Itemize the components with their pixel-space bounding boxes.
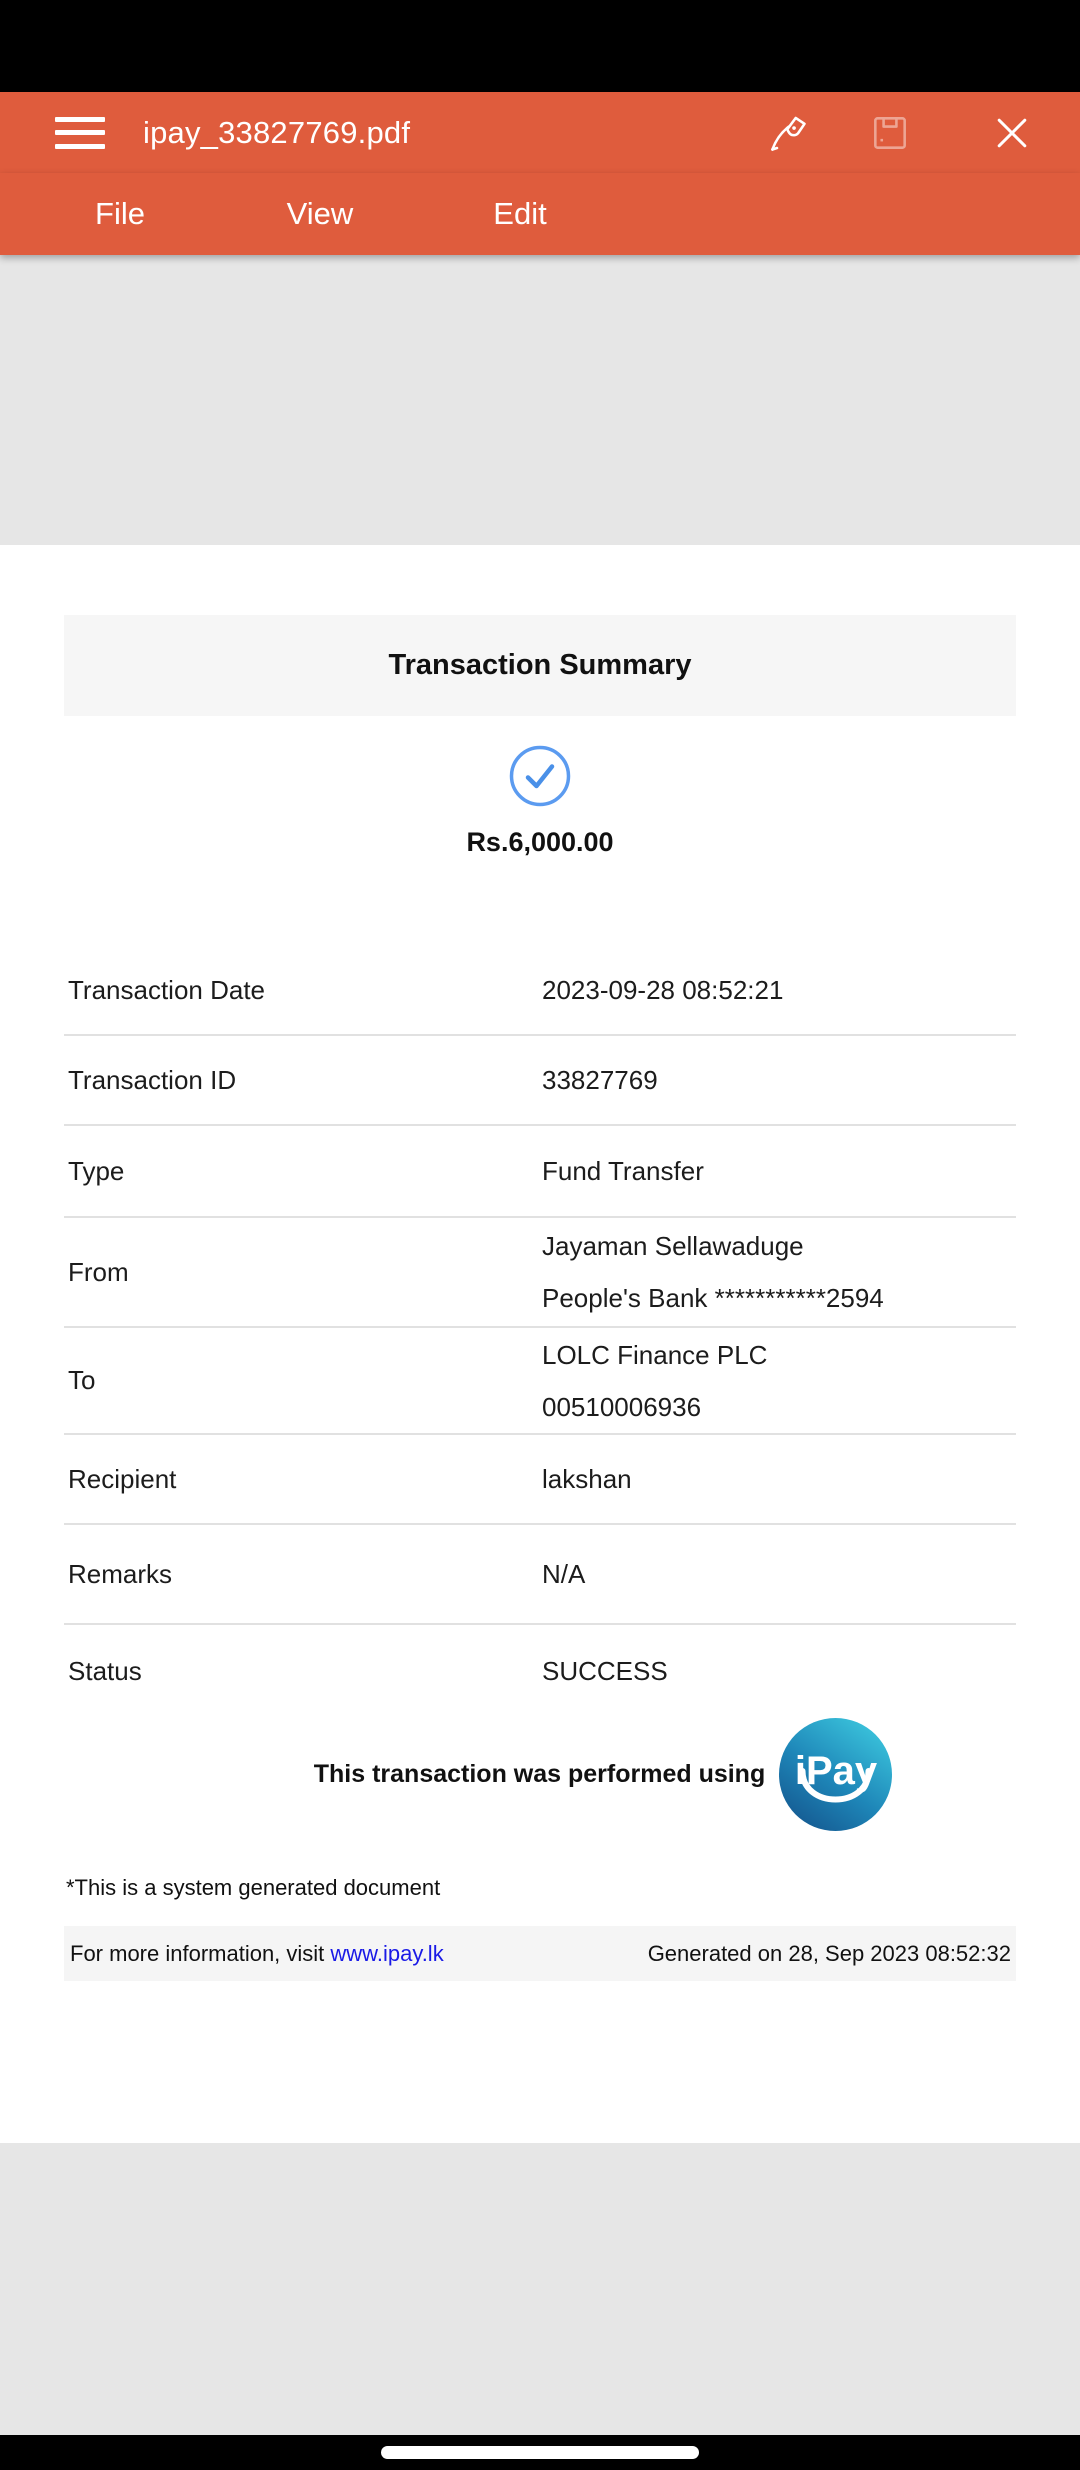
footer-info xyxy=(70,1941,444,1967)
table-row xyxy=(64,1328,1016,1435)
row-value-line: LOLC Finance PLC xyxy=(542,1339,768,1370)
row-value: N/A xyxy=(542,1558,586,1589)
row-value: lakshan xyxy=(542,1463,632,1494)
row-value xyxy=(542,1329,1016,1433)
document-filename: ipay_33827769.pdf xyxy=(143,114,411,150)
menu-file[interactable]: File xyxy=(95,196,145,231)
table-row xyxy=(64,1218,1016,1328)
row-value: 2023-09-28 08:52:21 xyxy=(542,974,784,1005)
row-value: Fund Transfer xyxy=(542,1155,704,1186)
row-label: Recipient xyxy=(68,1463,177,1494)
row-label: Transaction ID xyxy=(68,1064,237,1095)
row-label: Transaction Date xyxy=(68,974,266,1005)
footer-info-text: For more information, visit xyxy=(70,1940,331,1966)
home-indicator[interactable] xyxy=(381,2446,699,2459)
table-row xyxy=(64,1036,1016,1126)
menu-edit[interactable]: Edit xyxy=(493,196,547,231)
success-check-icon xyxy=(0,745,1080,807)
row-label: From xyxy=(68,1256,129,1287)
close-x-icon[interactable] xyxy=(989,110,1035,156)
save-floppy-icon[interactable] xyxy=(867,110,913,156)
performed-using-text: This transaction was performed using xyxy=(313,1760,766,1788)
row-value-line: Jayaman Sellawaduge xyxy=(542,1231,804,1261)
canvas-background-bottom xyxy=(0,2143,1080,2435)
row-label: To xyxy=(68,1365,96,1395)
row-value xyxy=(542,1220,1016,1324)
menu-icon[interactable] xyxy=(55,117,105,149)
row-value-line: 00510006936 xyxy=(542,1391,702,1422)
status-value: SUCCESS xyxy=(542,1656,668,1686)
ipay-logo xyxy=(779,1718,892,1831)
app-header xyxy=(0,92,1080,173)
table-row xyxy=(64,1625,1016,1718)
ipay-logo-text: iPay xyxy=(795,1749,878,1793)
navigation-bar xyxy=(0,2435,1080,2470)
ipay-link[interactable]: www.ipay.lk xyxy=(330,1940,444,1966)
row-value-line: People's Bank ***********2594 xyxy=(542,1283,884,1313)
row-label: Type xyxy=(68,1155,125,1186)
performed-using-row xyxy=(63,1718,1080,1831)
header-actions xyxy=(765,110,1035,156)
menu-view[interactable]: View xyxy=(286,196,354,231)
footer-generated-timestamp: Generated on 28, Sep 2023 08:52:32 xyxy=(647,1940,1011,1966)
page-title: Transaction Summary xyxy=(388,649,692,681)
table-row xyxy=(64,946,1016,1036)
status-bar xyxy=(0,0,1080,92)
transaction-detail-table xyxy=(64,946,1016,1718)
row-value: 33827769 xyxy=(542,1064,658,1095)
row-label: Remarks xyxy=(68,1558,173,1589)
table-row xyxy=(64,1525,1016,1625)
table-row xyxy=(64,1435,1016,1525)
canvas-background-top xyxy=(0,255,1080,545)
row-label: Status xyxy=(68,1656,142,1686)
signature-pen-icon[interactable] xyxy=(765,110,811,156)
transaction-amount: Rs.6,000.00 xyxy=(466,827,614,857)
table-row xyxy=(64,1126,1016,1218)
menu-bar xyxy=(0,173,1080,255)
pdf-page xyxy=(0,615,1080,2143)
system-generated-note: *This is a system generated document xyxy=(66,1875,441,1900)
summary-band xyxy=(64,615,1016,716)
pdf-footer-bar xyxy=(64,1926,1016,1981)
